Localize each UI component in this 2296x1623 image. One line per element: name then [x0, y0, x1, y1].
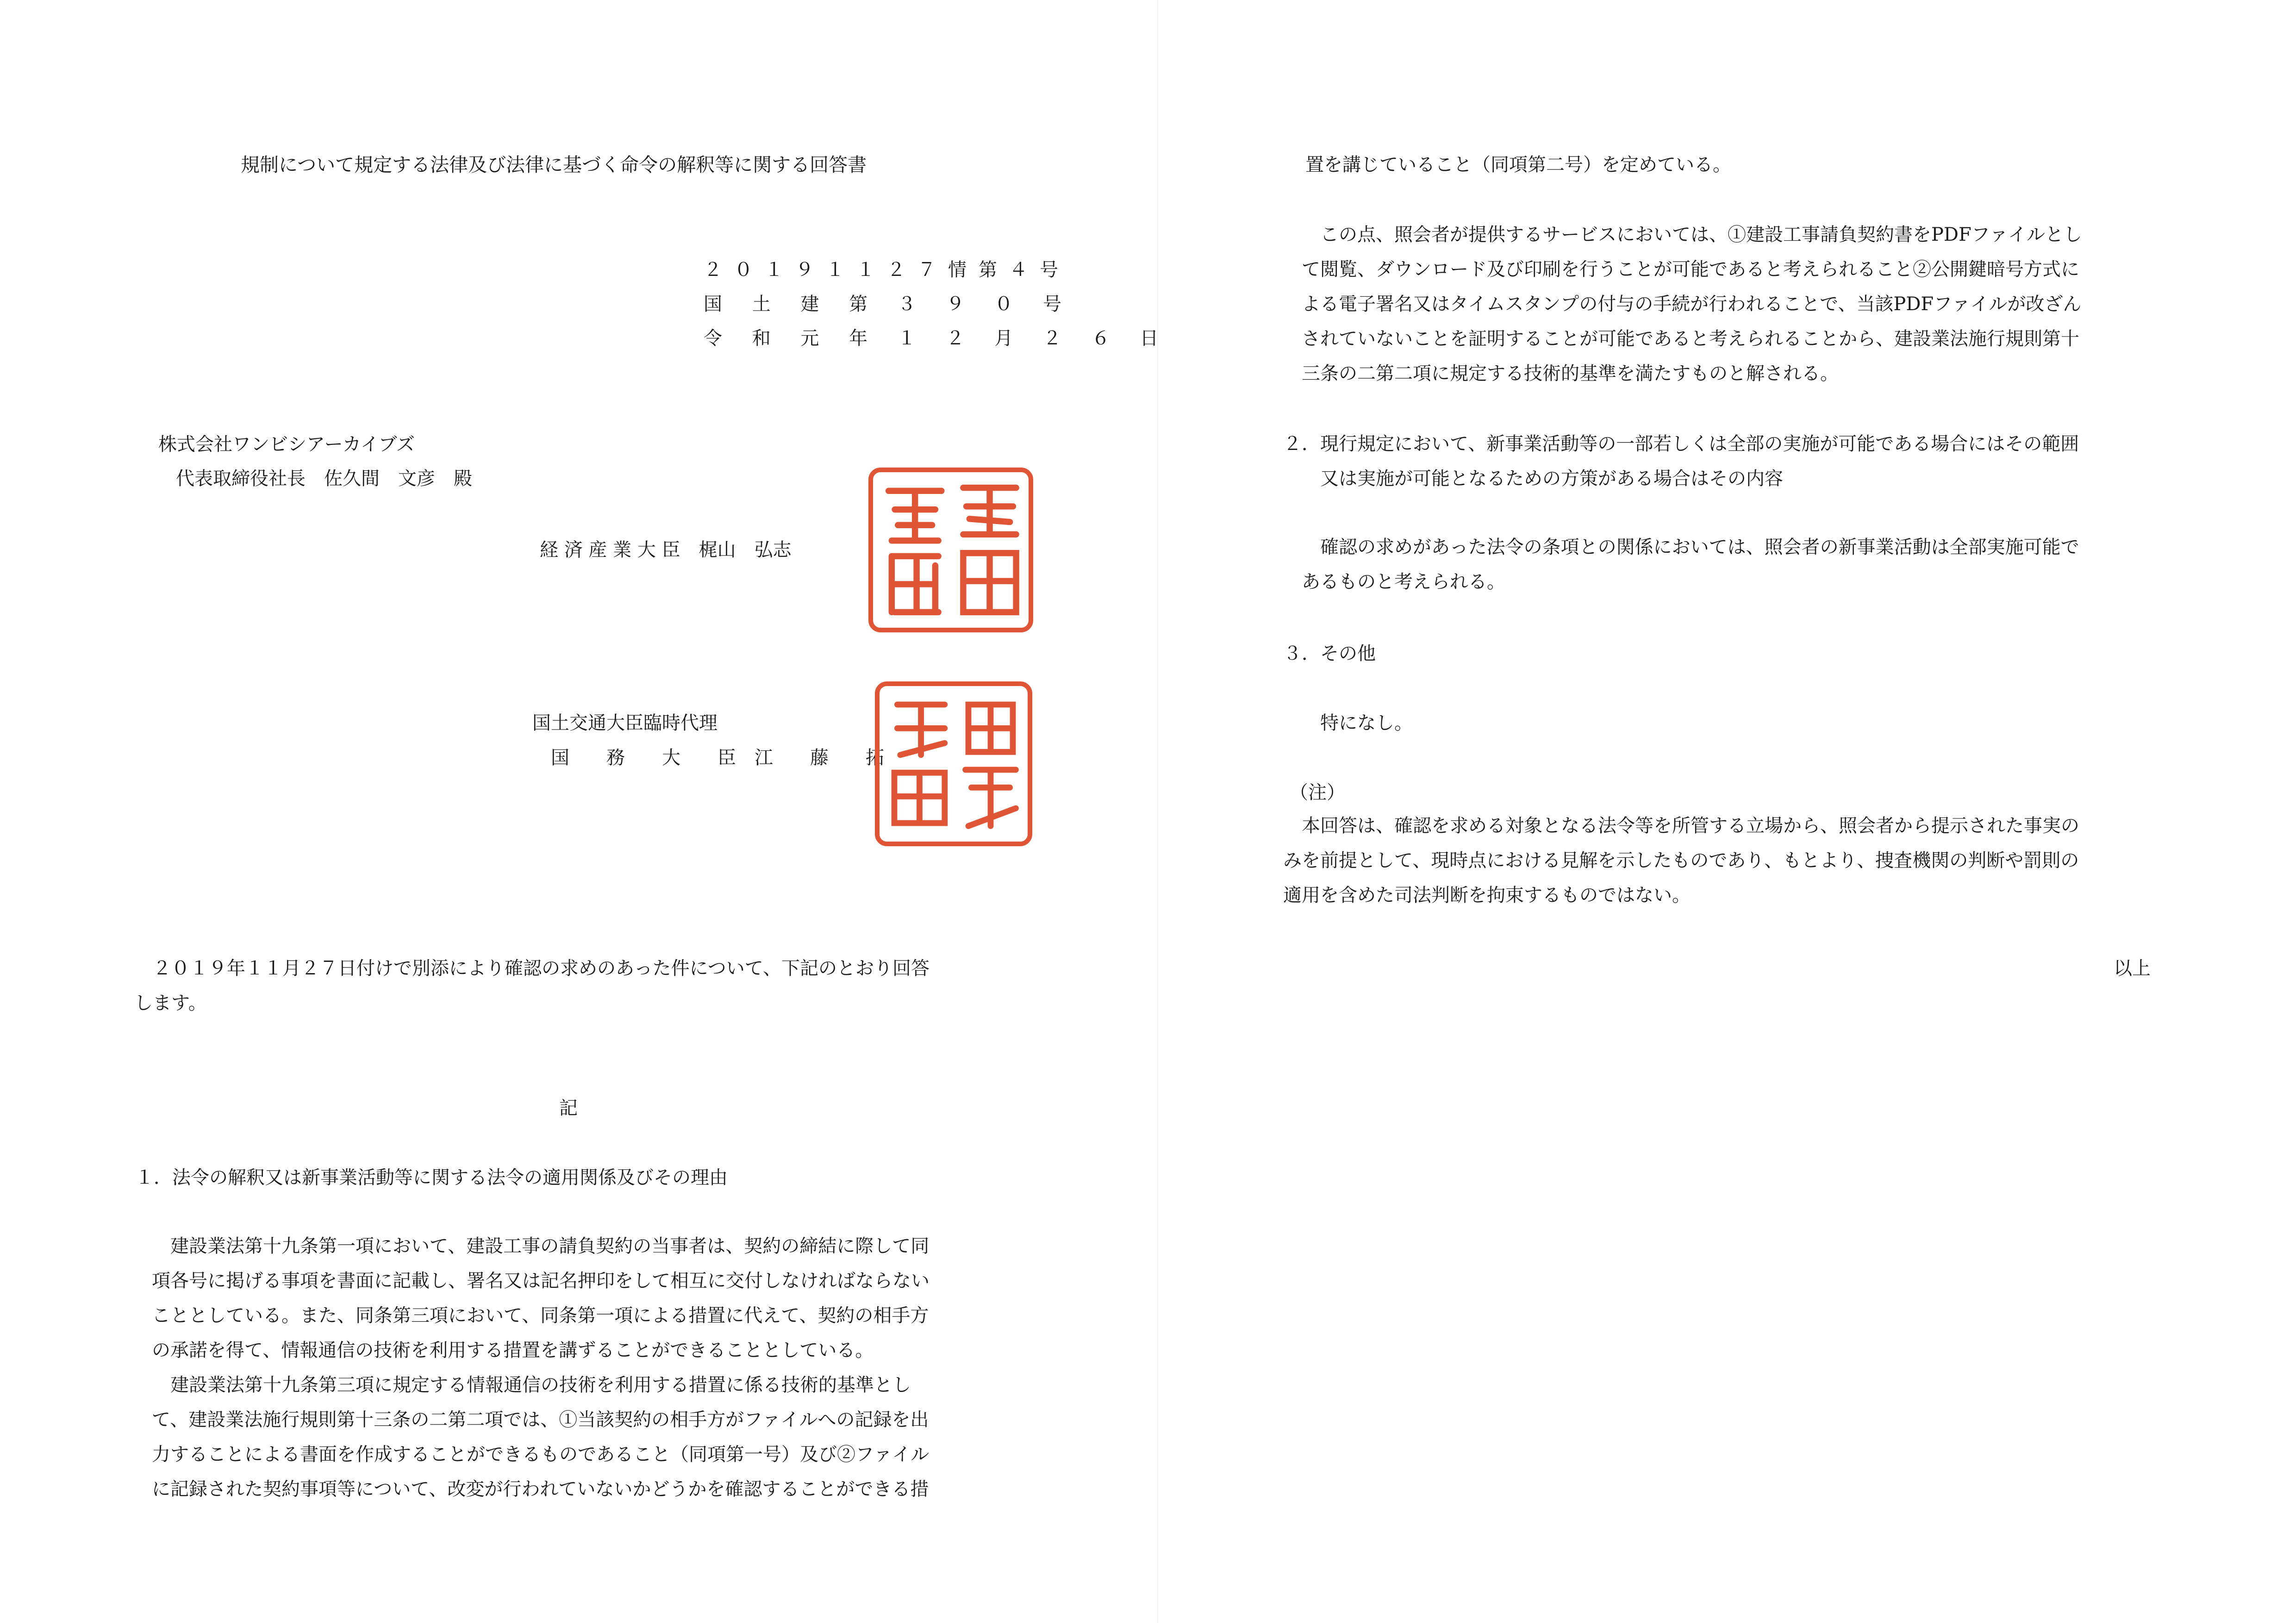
section3-body: 特になし。	[1320, 712, 1413, 734]
signer-mlit-name: 国 務 大 臣 江 藤 拓	[551, 747, 884, 768]
recipient-person: 代表取締役社長 佐久間 文彦 殿	[176, 468, 472, 489]
text-line: この点、照会者が提供するサービスにおいては、①建設工事請負契約書をPDFファイルとし	[1302, 224, 2082, 245]
text-line: ２．現行規定において、新事業活動等の一部若しくは全部の実施が可能である場合にはその範囲	[1283, 433, 2079, 455]
document-title: 規制について規定する法律及び法律に基づく命令の解釈等に関する回答書	[241, 154, 867, 176]
text-line: ２０１９年１１月２７日付けで別添により確認の求めのあった件について、下記のとおり回答	[134, 958, 930, 979]
seal-glyphs-icon	[880, 686, 1028, 842]
text-line: て閲覧、ダウンロード及び印刷を行うことが可能であると考えられること②公開鍵暗号方式に	[1302, 259, 2079, 280]
mlit-minister-seal	[875, 681, 1032, 846]
closing-text: 以上	[2114, 958, 2151, 979]
ref-number-meti: ２０１９１１２７情第４号	[704, 259, 1070, 281]
intro-paragraph	[134, 951, 1009, 1021]
note-body	[1283, 809, 2158, 913]
text-line: 力することによる書面を作成することができるものであること（同項第一号）及び②ファイル	[152, 1444, 930, 1465]
section2-heading	[1283, 427, 2158, 496]
ref-number-mlit: 国 土 建 第 ３ ９ ０ 号	[704, 293, 1074, 315]
text-line: 確認の求めがあった法令の条項との関係においては、照会者の新事業活動は全部実施可能で	[1302, 537, 2079, 558]
text-line: に記録された契約事項等について、改変が行われていないかどうかを確認することができる措	[152, 1479, 929, 1500]
note-label: （注）	[1290, 782, 1345, 803]
text-line: します。	[134, 993, 207, 1014]
ki-marker: 記	[559, 1098, 578, 1119]
text-line: 又は実施が可能となるための方策がある場合はその内容	[1283, 468, 1783, 489]
section3-heading: ３．その他	[1283, 643, 1376, 664]
section1-continuation: 置を講じていること（同項第二号）を定めている。	[1305, 154, 1731, 175]
text-line: こととしている。また、同条第三項において、同条第一項による措置に代えて、契約の相手方	[152, 1305, 929, 1326]
text-line: て、建設業法施行規則第十三条の二第二項では、①当該契約の相手方がファイルへの記録を出	[152, 1409, 929, 1430]
section1-paragraph1	[152, 1229, 1027, 1368]
recipient-company: 株式会社ワンビシアーカイブズ	[158, 434, 415, 455]
seal-glyphs-icon	[873, 472, 1029, 628]
meti-minister-seal	[868, 468, 1033, 632]
text-line: されていないことを証明することが可能であると考えられることから、建設業法施行規則第十	[1302, 328, 2079, 350]
section1-paragraph3	[1302, 218, 2177, 391]
text-line: 建設業法第十九条第一項において、建設工事の請負契約の当事者は、契約の締結に際して同	[152, 1236, 930, 1257]
text-line: 本回答は、確認を求める対象となる法令等を所管する立場から、照会者から提示された事実の	[1283, 815, 2079, 836]
section2-body	[1302, 530, 2177, 599]
page-fold-gutter	[1157, 0, 1158, 1623]
text-line: あるものと考えられる。	[1302, 571, 1505, 593]
text-line: 項各号に掲げる事項を書面に記載し、署名又は記名押印をして相互に交付しなければならない	[152, 1270, 930, 1292]
text-line: 適用を含めた司法判断を拘束するものではない。	[1283, 885, 1691, 906]
text-line: よる電子署名又はタイムスタンプの付与の手続が行われることで、当該PDFファイルが改ざん	[1302, 293, 2082, 315]
text-line: 三条の二第二項に規定する技術的基準を満たすものと解される。	[1302, 363, 1839, 384]
section1-paragraph2	[152, 1368, 1027, 1507]
text-line: 建設業法第十九条第三項に規定する情報通信の技術を利用する措置に係る技術的基準とし	[152, 1374, 911, 1396]
reference-block	[704, 253, 1170, 356]
ref-date: 令 和 元 年 １ ２ 月 ２ ６ 日	[704, 328, 1171, 349]
section1-heading: １．法令の解釈又は新事業活動等に関する法令の適用関係及びその理由	[135, 1167, 728, 1188]
text-line: みを前提として、現時点における見解を示したものであり、もとより、捜査機関の判断や罰則の	[1283, 850, 2079, 871]
text-line: の承諾を得て、情報通信の技術を利用する措置を講ずることができることとしている。	[152, 1340, 874, 1361]
signer-meti-name: 経 済 産 業 大 臣 梶山 弘志	[540, 539, 792, 561]
signer-mlit-acting: 国土交通大臣臨時代理	[532, 712, 718, 734]
